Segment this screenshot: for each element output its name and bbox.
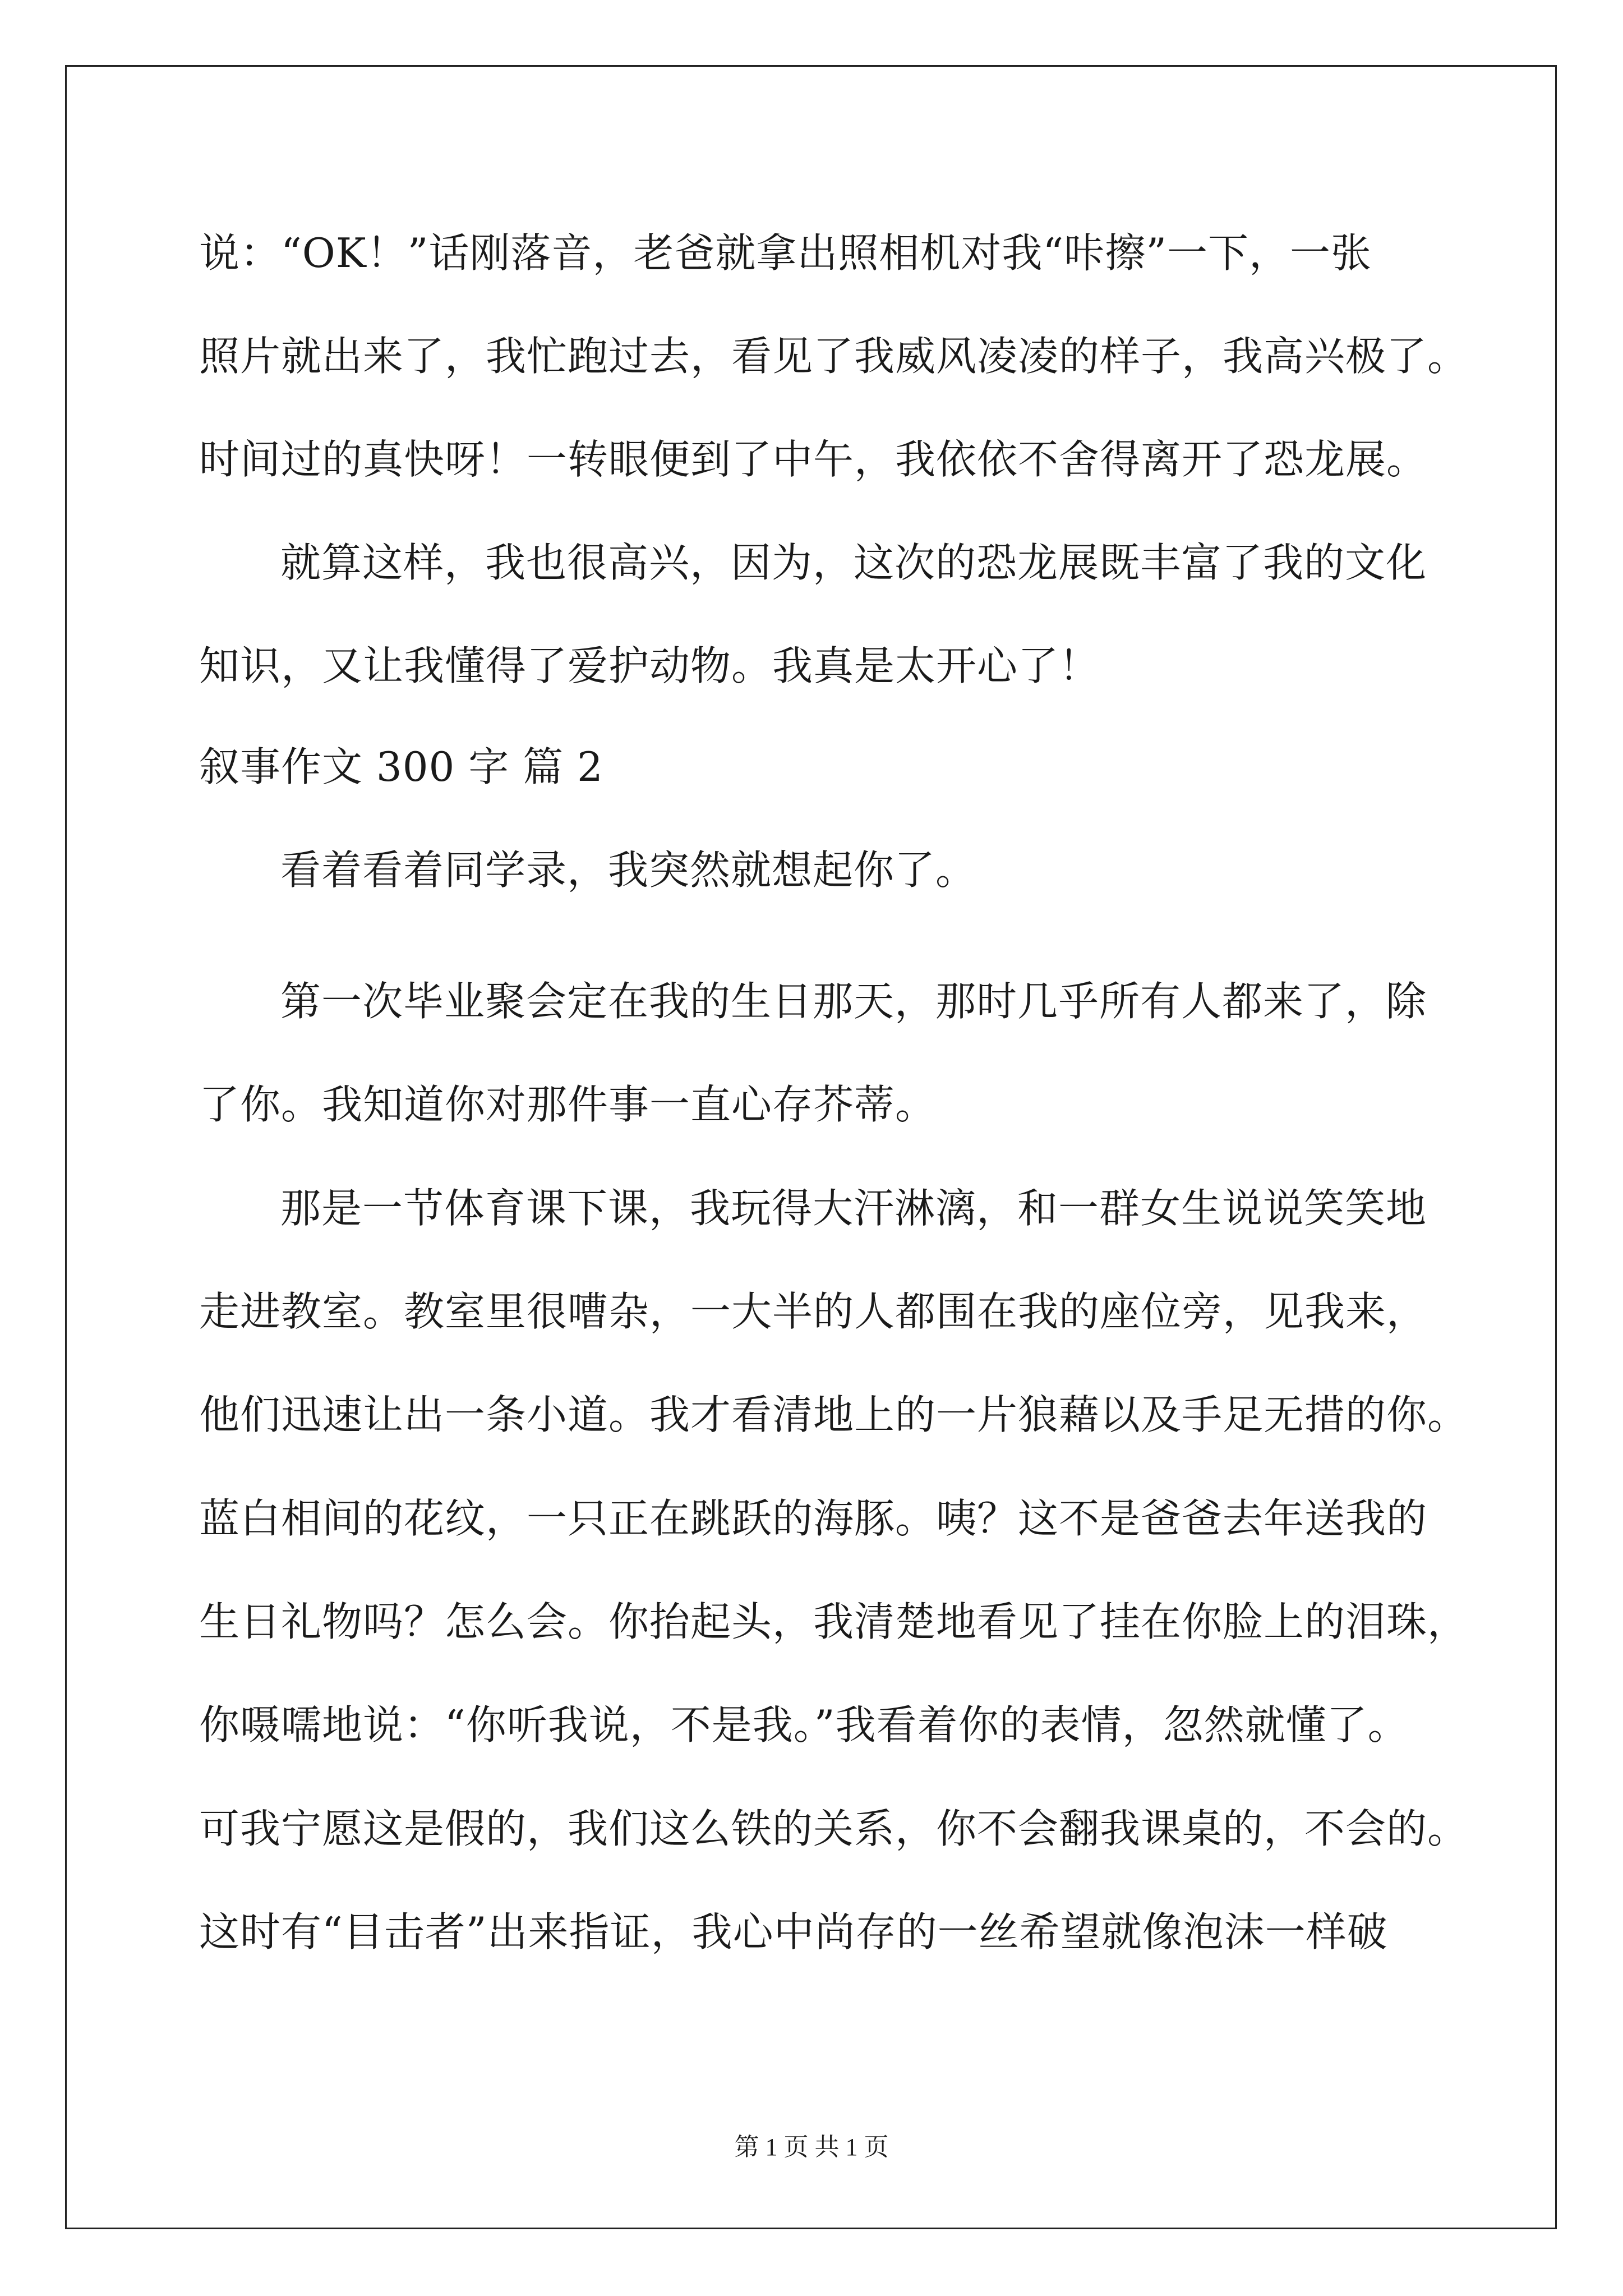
paragraph-start-line: 就算这样，我也很高兴，因为，这次的恐龙展既丰富了我的文化 bbox=[280, 539, 1427, 586]
paragraph-start-line: 看着看着同学录，我突然就想起你了。 bbox=[280, 846, 977, 894]
paragraph-start-line: 那是一节体育课下课，我玩得大汗淋漓，和一群女生说说笑笑地 bbox=[280, 1185, 1427, 1232]
text-line: 说：“OK！”话刚落音，老爸就拿出照相机对我“咔擦”一下，一张 bbox=[199, 229, 1372, 277]
text-line: 了你。我知道你对那件事一直心存芥蒂。 bbox=[199, 1081, 937, 1128]
text-line: 这时有“目击者”出来指证，我心中尚存的一丝希望就像泡沫一样破 bbox=[199, 1908, 1388, 1955]
page-number-footer: 第 1 页 共 1 页 bbox=[734, 2133, 889, 2161]
text-line: 走进教室。教室里很嘈杂，一大半的人都围在我的座位旁，见我来， bbox=[199, 1288, 1428, 1335]
text-line: 生日礼物吗？怎么会。你抬起头，我清楚地看见了挂在你脸上的泪珠， bbox=[199, 1598, 1469, 1645]
text-line: 照片就出来了，我忙跑过去，看见了我威风凌凌的样子，我高兴极了。 bbox=[199, 333, 1469, 380]
text-line: 他们迅速让出一条小道。我才看清地上的一片狼藉以及手足无措的你。 bbox=[199, 1391, 1469, 1438]
text-line: 你嗫嚅地说：“你听我说，不是我。”我看着你的表情，忽然就懂了。 bbox=[199, 1701, 1409, 1749]
text-line: 可我宁愿这是假的，我们这么铁的关系，你不会翻我课桌的，不会的。 bbox=[199, 1805, 1469, 1852]
text-line: 时间过的真快呀！一转眼便到了中午，我依依不舍得离开了恐龙展。 bbox=[199, 436, 1428, 483]
text-line: 蓝白相间的花纹，一只正在跳跃的海豚。咦？这不是爸爸去年送我的 bbox=[199, 1495, 1428, 1542]
text-line: 知识，又让我懂得了爱护动物。我真是太开心了！ bbox=[199, 642, 1100, 689]
paragraph-start-line: 第一次毕业聚会定在我的生日那天，那时几乎所有人都来了，除 bbox=[280, 978, 1427, 1025]
section-heading: 叙事作文 300 字 篇 2 bbox=[199, 743, 603, 790]
